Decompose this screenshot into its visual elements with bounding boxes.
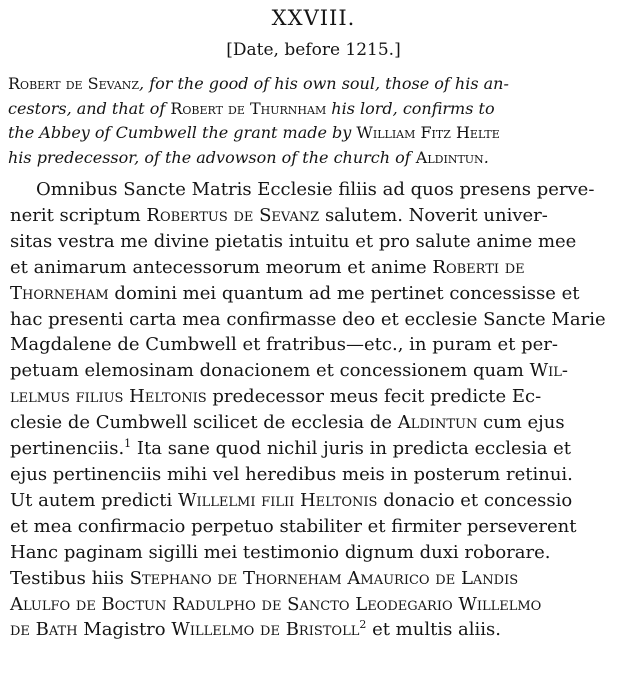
proper-name: Alulfo de Boctun Radulpho de Sancto Leodegario Willelmo [10,593,542,615]
text-run: domini mei quantum ad me pertinet concessisse et [108,282,580,304]
text-line [10,462,616,488]
text-run: clesie de Cumbwell scilicet de ecclesia de [10,412,398,434]
text-run: hac presenti carta mea confirmasse deo et ecclesie Sancte Marie [10,308,606,330]
text-line [10,229,616,255]
text-run: predecessor meus fecit predicte Ec- [206,386,542,408]
text-run: Testibus hiis [10,567,130,589]
proper-name: Robertus de Sevanz [146,204,320,226]
text-run: the Abbey of Cumbwell the grant made by [8,123,357,142]
summary-line [8,97,614,122]
text-line [10,514,616,540]
proper-name: Roberti de [432,256,525,278]
text-line [10,281,616,307]
text-run: cum ejus [477,412,565,434]
text-run: his lord, confirms to [326,98,495,118]
footnote-marker: 2 [359,618,367,632]
text-run: Hanc paginam sigilli mei testimonio dignum duxi roborare. [10,541,551,563]
text-run: et mea confirmacio perpetuo stabiliter et firmiter perseverent [10,515,577,537]
text-run: pertinenciis. [10,438,125,460]
proper-name: Wil- [529,360,568,382]
text-line [10,203,616,229]
text-run: Ita sane quod nichil juris in predicta ecclesia et [131,438,572,460]
text-line [10,436,616,462]
text-run: nerit scriptum [10,204,147,226]
proper-name: lelmus filius Heltonis [10,386,207,408]
text-run: Ut autem predicti [10,489,178,511]
proper-name: Robert de Thurnham [170,98,327,118]
text-run: Magdalene de Cumbwell et fratribus—etc., in puram et per- [10,334,558,356]
text-run: , for the good of his own soul, those of his an- [139,74,509,93]
text-run: et multis aliis. [366,619,502,641]
text-line [10,384,616,410]
footnote-marker: 1 [124,437,132,451]
text-run: ejus pertinenciis mihi vel heredibus meis in posterum retinui. [10,463,573,485]
text-run: petuam elemosinam donacionem et concessionem quam [10,360,530,382]
charter-number: XXVIII. [271,6,356,30]
text-line [10,592,616,618]
text-run: . [483,147,489,167]
text-run: cestors, and that of [8,98,171,118]
text-run: donacio et concessio [377,489,573,511]
text-line [10,488,616,514]
charter-summary [8,72,614,170]
proper-name: Willelmi filii Heltonis [177,489,378,511]
proper-name: Aldintun [415,147,484,167]
charter-date: [Date, before 1215.] [226,40,401,60]
text-line [10,410,616,436]
text-run: Omnibus Sancte Matris Ecclesie filiis ad quos presens perve- [36,179,595,200]
proper-name: Willelmo de Bristoll [171,619,360,641]
proper-name: William Fitz Helte [356,123,500,142]
text-run: Magistro [77,619,172,641]
text-line [10,358,616,384]
proper-name: Aldintun [397,412,478,434]
text-line [10,617,616,643]
summary-line [8,72,614,97]
proper-name: Thorneham [10,282,109,304]
text-line [10,255,616,281]
text-line [10,177,616,203]
text-run: sitas vestra me divine pietatis intuitu et pro salute anime mee [10,230,577,252]
text-line [10,540,616,566]
proper-name: Robert de Sevanz [8,74,140,93]
proper-name: de Bath [10,619,78,641]
text-run: salutem. Noverit univer- [319,204,548,226]
proper-name: Stephano de Thorneham Amaurico de Landis [129,567,519,589]
text-run: his predecessor, of the advowson of the church of [8,147,416,167]
text-run: et animarum antecessorum meorum et anime [10,256,433,278]
summary-line [8,146,614,171]
summary-line [8,121,614,146]
text-line [10,307,616,333]
text-line [10,566,616,592]
charter-text [10,177,616,643]
text-line [10,332,616,358]
